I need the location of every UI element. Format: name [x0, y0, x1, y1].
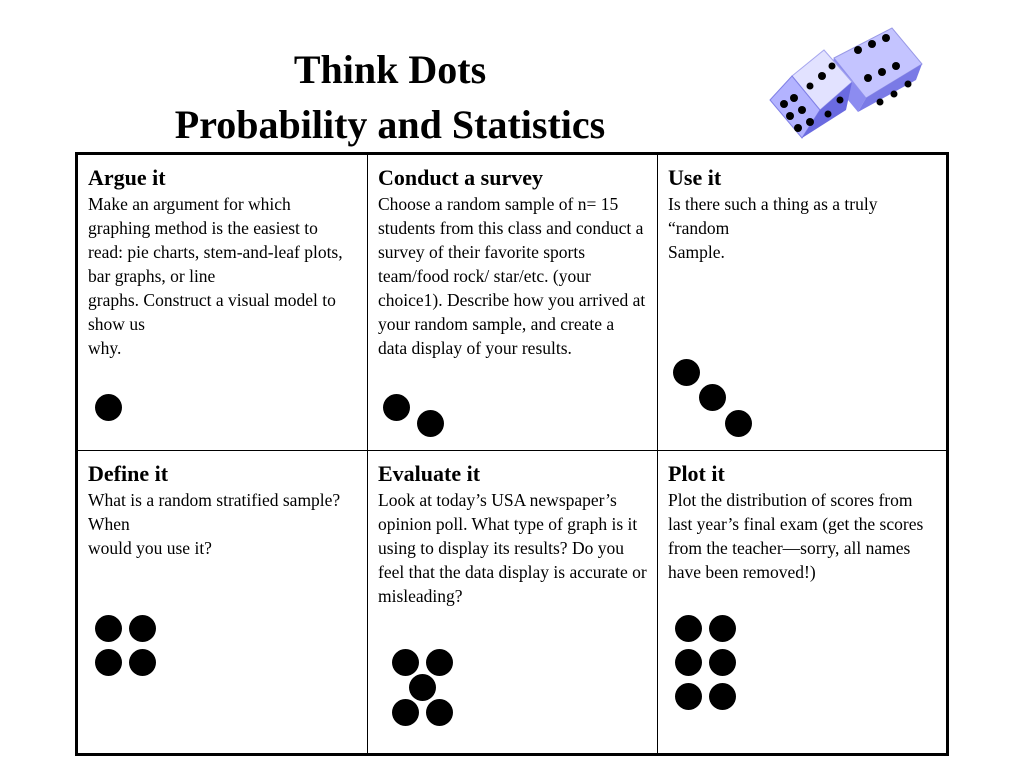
page-title-line-2: Probability and Statistics — [174, 102, 606, 147]
cell-conduct-a-survey — [368, 155, 658, 451]
cell-define-it — [78, 451, 368, 753]
page-title — [0, 42, 780, 152]
cell-body: Plot the distribution of scores from last year’s final exam (get the scores from the teacher—sorry, all names have been removed!) — [668, 490, 924, 582]
cell-title: Use it — [668, 165, 722, 190]
cell-title: Argue it — [88, 165, 166, 190]
cell-use-it — [658, 155, 946, 451]
dot-icon — [709, 649, 736, 676]
dot-icon — [392, 649, 419, 676]
cell-plot-it — [658, 451, 946, 753]
cell-argue-it — [78, 155, 368, 451]
dot-icon — [426, 649, 453, 676]
dot-icon — [709, 683, 736, 710]
cell-body: Look at today’s USA newspaper’s opinion poll. What type of graph is it using to display its results? Do you feel that the data display is accurate or misleading? — [378, 490, 647, 606]
dot-icon — [129, 615, 156, 642]
cell-evaluate-it — [368, 451, 658, 753]
dot-icon — [675, 683, 702, 710]
dot-icon — [409, 674, 436, 701]
cell-title: Evaluate it — [378, 461, 481, 486]
dot-icon — [675, 615, 702, 642]
dot-icon — [725, 410, 752, 437]
cell-body: Choose a random sample of n= 15 students from this class and conduct a survey of their favorite sports team/food rock/ star/etc. (your choice1). Describe how you arrived at your random sample, and create a data display of your results. — [378, 194, 646, 358]
cell-title: Plot it — [668, 461, 725, 486]
dot-icon — [699, 384, 726, 411]
dot-icon — [383, 394, 410, 421]
cell-body: Is there such a thing as a truly “random Sample. — [668, 194, 878, 262]
dot-icon — [129, 649, 156, 676]
dot-icon — [95, 394, 122, 421]
dot-icon — [709, 615, 736, 642]
dot-icon — [426, 699, 453, 726]
cell-title: Define it — [88, 461, 169, 486]
dot-icon — [95, 649, 122, 676]
dot-icon — [673, 359, 700, 386]
dot-icon — [95, 615, 122, 642]
cell-title: Conduct a survey — [378, 165, 544, 190]
dot-icon — [417, 410, 444, 437]
dot-icon — [675, 649, 702, 676]
think-dots-grid — [75, 152, 949, 756]
dot-icon — [392, 699, 419, 726]
page-title-line-1: Think Dots — [293, 47, 487, 92]
dice-icon — [762, 20, 928, 150]
cell-body: What is a random stratified sample? When would you use it? — [88, 490, 341, 558]
cell-body: Make an argument for which graphing method is the easiest to read: pie charts, stem-and-leaf plots, bar graphs, or line graphs. Construct a visual model to show us why. — [88, 194, 343, 358]
